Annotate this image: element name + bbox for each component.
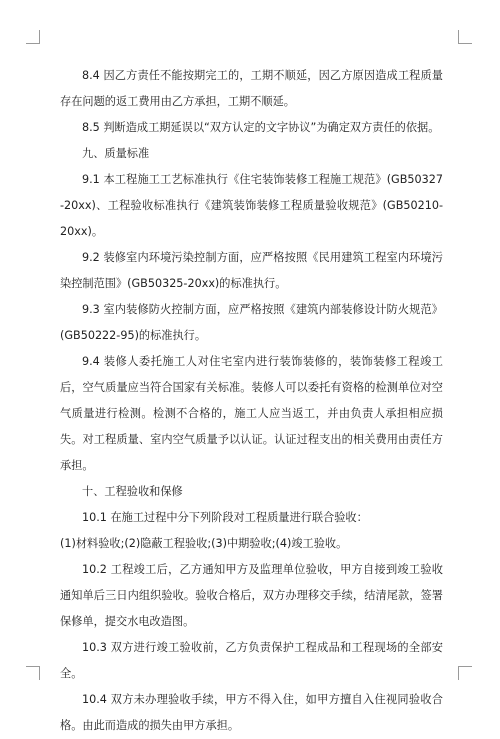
clause-10-1-stages: (1)材料验收;(2)隐蔽工程验收;(3)中期验收;(4)竣工验收。 bbox=[60, 537, 348, 550]
section-heading-quality-standards: 九、质量标准 bbox=[82, 147, 150, 160]
crop-mark-bottom-left bbox=[26, 666, 40, 680]
clause-10-3: 10.3 双方进行竣工验收前，乙方负责保护工程成品和工程现场的全部安全。 bbox=[60, 641, 443, 680]
crop-mark-bottom-right bbox=[458, 666, 472, 680]
clause-10-2: 10.2 工程竣工后，乙方通知甲方及监理单位验收，甲方自接到竣工验收通知单后三日内组织验收。验收合格后，双方办理移交手续，结清尾款，签署保修单，提交水电改造图。 bbox=[60, 563, 443, 628]
clause-8-5: 8.5 判断造成工期延误以“双方认定的文字协议”为确定双方责任的依据。 bbox=[82, 121, 440, 134]
crop-mark-top-left bbox=[26, 30, 40, 44]
clause-8-4: 8.4 因乙方责任不能按期完工的，工期不顺延，因乙方原因造成工程质量存在问题的返工费用由乙方承担，工期不顺延。 bbox=[60, 69, 443, 108]
clause-10-4: 10.4 双方未办理验收手续，甲方不得入住，如甲方擅自入住视同验收合格。由此而造成的损失由甲方承担。 bbox=[60, 693, 443, 732]
clause-9-2: 9.2 装修室内环境污染控制方面，应严格按照《民用建筑工程室内环境污染控制范围》(GB50325-20xx)的标准执行。 bbox=[60, 251, 443, 290]
clause-9-1: 9.1 本工程施工工艺标准执行《住宅装饰装修工程施工规范》(GB50327-20xx)、工程验收标准执行《建筑装饰装修工程质量验收规范》(GB50210-20xx)。 bbox=[60, 173, 443, 238]
clause-9-4: 9.4 装修人委托施工人对住宅室内进行装饰装修的，装饰装修工程竣工后，空气质量应当符合国家有关标准。装修人可以委托有资格的检测单位对空气质量进行检测。检测不合格的，施工人应当返工，并由负责人承担相应损失。对工程质量、室内空气质量予以认证。认证过程支出的相关费用由责任方承担。 bbox=[60, 355, 443, 472]
section-heading-acceptance-warranty: 十、工程验收和保修 bbox=[82, 485, 183, 498]
crop-mark-top-right bbox=[458, 30, 472, 44]
clause-9-3: 9.3 室内装修防火控制方面，应严格按照《建筑内部装修设计防火规范》(GB50222-95)的标准执行。 bbox=[60, 303, 443, 342]
clause-10-1: 10.1 在施工过程中分下列阶段对工程质量进行联合验收： bbox=[82, 511, 368, 524]
document-body bbox=[60, 63, 443, 739]
